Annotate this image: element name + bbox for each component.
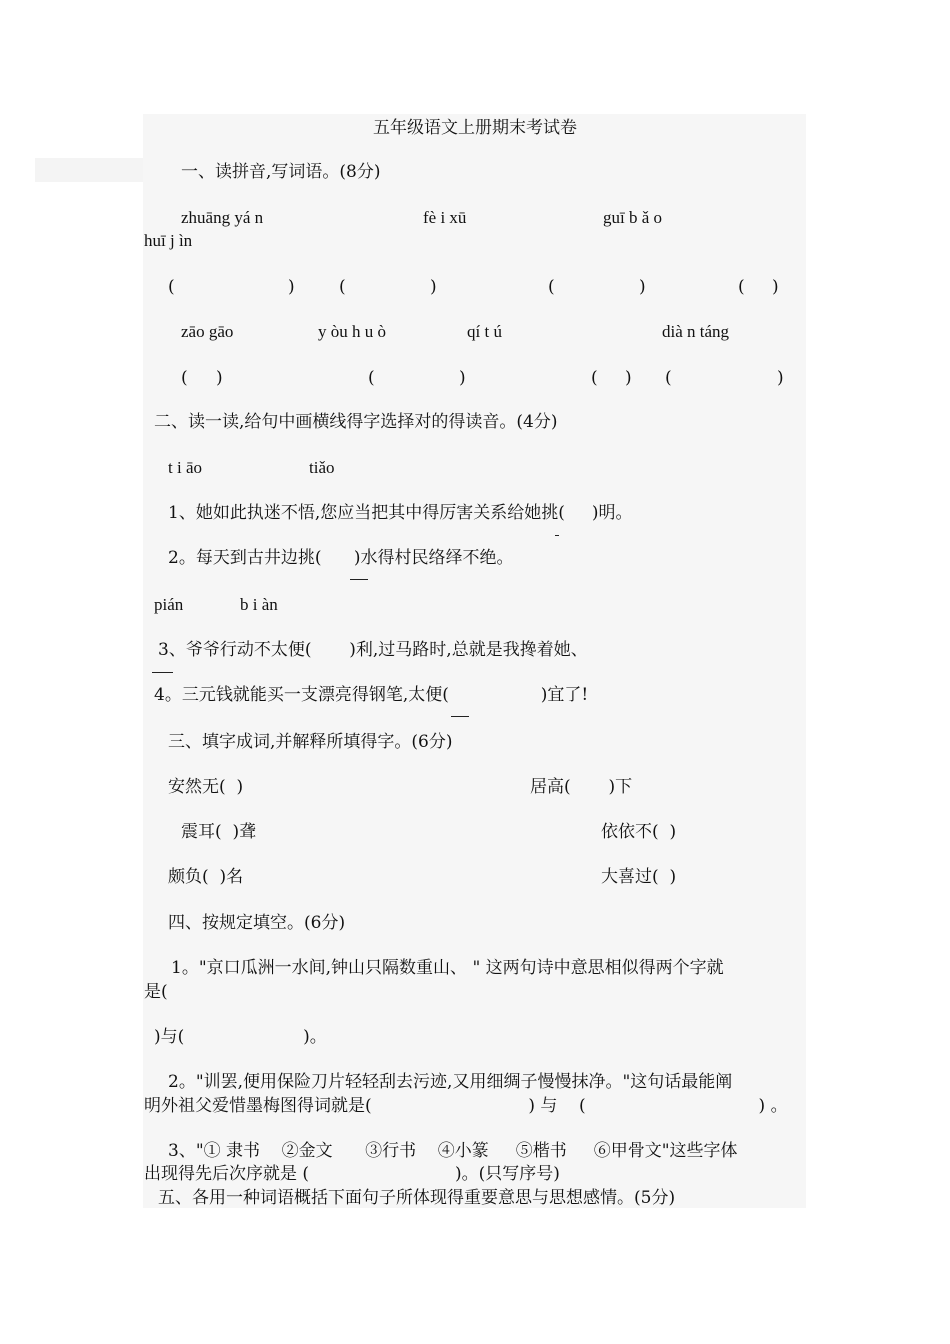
blank-open: (	[591, 368, 598, 388]
question-4-2-line2: 明外祖父爱惜墨梅图得词就是( ) 与 ( ) 。	[144, 1096, 788, 1116]
fill-item: 依依不( )	[601, 822, 677, 842]
blank-close: )	[288, 277, 295, 297]
blank-open: (	[181, 368, 188, 388]
section4-heading: 四、按规定填空。(6分)	[168, 913, 346, 933]
question-4-1-line2: 是(	[144, 982, 168, 1002]
question-2-1: 1、她如此执迷不悟,您应当把其中得厉害关系给她挑( )明。	[168, 503, 633, 523]
pinyin-youhuo: y òu h u ò	[318, 322, 386, 341]
side-strip	[35, 158, 143, 182]
fill-item: 震耳( )聋	[181, 822, 257, 842]
question-4-1-line3: )与( )。	[154, 1027, 327, 1047]
blank-open: (	[168, 277, 175, 297]
pinyin-huijin: huī j ìn	[144, 231, 193, 250]
question-4-2-line1: 2。"训罢,便用保险刀片轻轻刮去污迹,又用细绸子慢慢抹净。"这句话最能阐	[168, 1072, 733, 1092]
pinyin-zhuangyan: zhuāng yá n	[181, 208, 264, 227]
underline-mark	[555, 535, 559, 536]
blank-close: )	[772, 277, 779, 297]
section5-heading: 五、各用一种词语概括下面句子所体现得重要意思与思想感情。(5分)	[158, 1188, 676, 1208]
pinyin-bian: b i àn	[240, 595, 278, 614]
pinyin-tiao1: t i āo	[168, 458, 202, 477]
pinyin-tiao3: tiǎo	[309, 458, 335, 477]
fill-item: 居高( )下	[530, 777, 633, 797]
fill-item: 颇负( )名	[168, 867, 244, 887]
pinyin-zaogao: zāo gāo	[181, 322, 234, 341]
blank-open: (	[738, 277, 745, 297]
question-2-2: 2。每天到古井边挑( )水得村民络绎不绝。	[168, 548, 514, 568]
pinyin-feixu: fè i xū	[423, 208, 467, 227]
underline-mark	[451, 716, 469, 717]
document-title: 五年级语文上册期末考试卷	[373, 118, 577, 138]
underline-mark	[350, 579, 368, 580]
underline-mark	[152, 672, 173, 673]
blank-close: )	[459, 368, 466, 388]
section1-heading: 一、读拼音,写词语。(8分)	[181, 162, 381, 182]
blank-open: (	[665, 368, 672, 388]
section2-heading: 二、读一读,给句中画横线得字选择对的得读音。(4分)	[154, 412, 558, 432]
fill-item: 安然无( )	[168, 777, 244, 797]
blank-open: (	[548, 277, 555, 297]
pinyin-guibao: guī b ǎ o	[603, 208, 663, 227]
blank-close: )	[777, 368, 784, 388]
pinyin-diantang: dià n táng	[662, 322, 730, 341]
fill-item: 大喜过( )	[601, 867, 677, 887]
question-4-3-line2: 出现得先后次序就是 ( )。(只写序号)	[144, 1164, 560, 1184]
question-2-3: 3、爷爷行动不太便( )利,过马路时,总就是我搀着她、	[158, 640, 588, 660]
question-4-3-line1: 3、"① 隶书 ②金文 ③行书 ④小篆 ⑤楷书 ⑥甲骨文"这些字体	[168, 1141, 738, 1161]
pinyin-qitu: qí t ú	[467, 322, 502, 341]
blank-open: (	[339, 277, 346, 297]
question-4-1-line1: 1。"京口瓜洲一水间,钟山只隔数重山、 " 这两句诗中意思相似得两个字就	[171, 958, 724, 978]
question-2-4: 4。三元钱就能买一支漂亮得钢笔,太便( )宜了!	[154, 685, 589, 705]
blank-close: )	[216, 368, 223, 388]
blank-open: (	[368, 368, 375, 388]
section3-heading: 三、填字成词,并解释所填得字。(6分)	[168, 732, 453, 752]
blank-close: )	[639, 277, 646, 297]
blank-close: )	[625, 368, 632, 388]
pinyin-pian: pián	[154, 595, 184, 614]
blank-close: )	[430, 277, 437, 297]
